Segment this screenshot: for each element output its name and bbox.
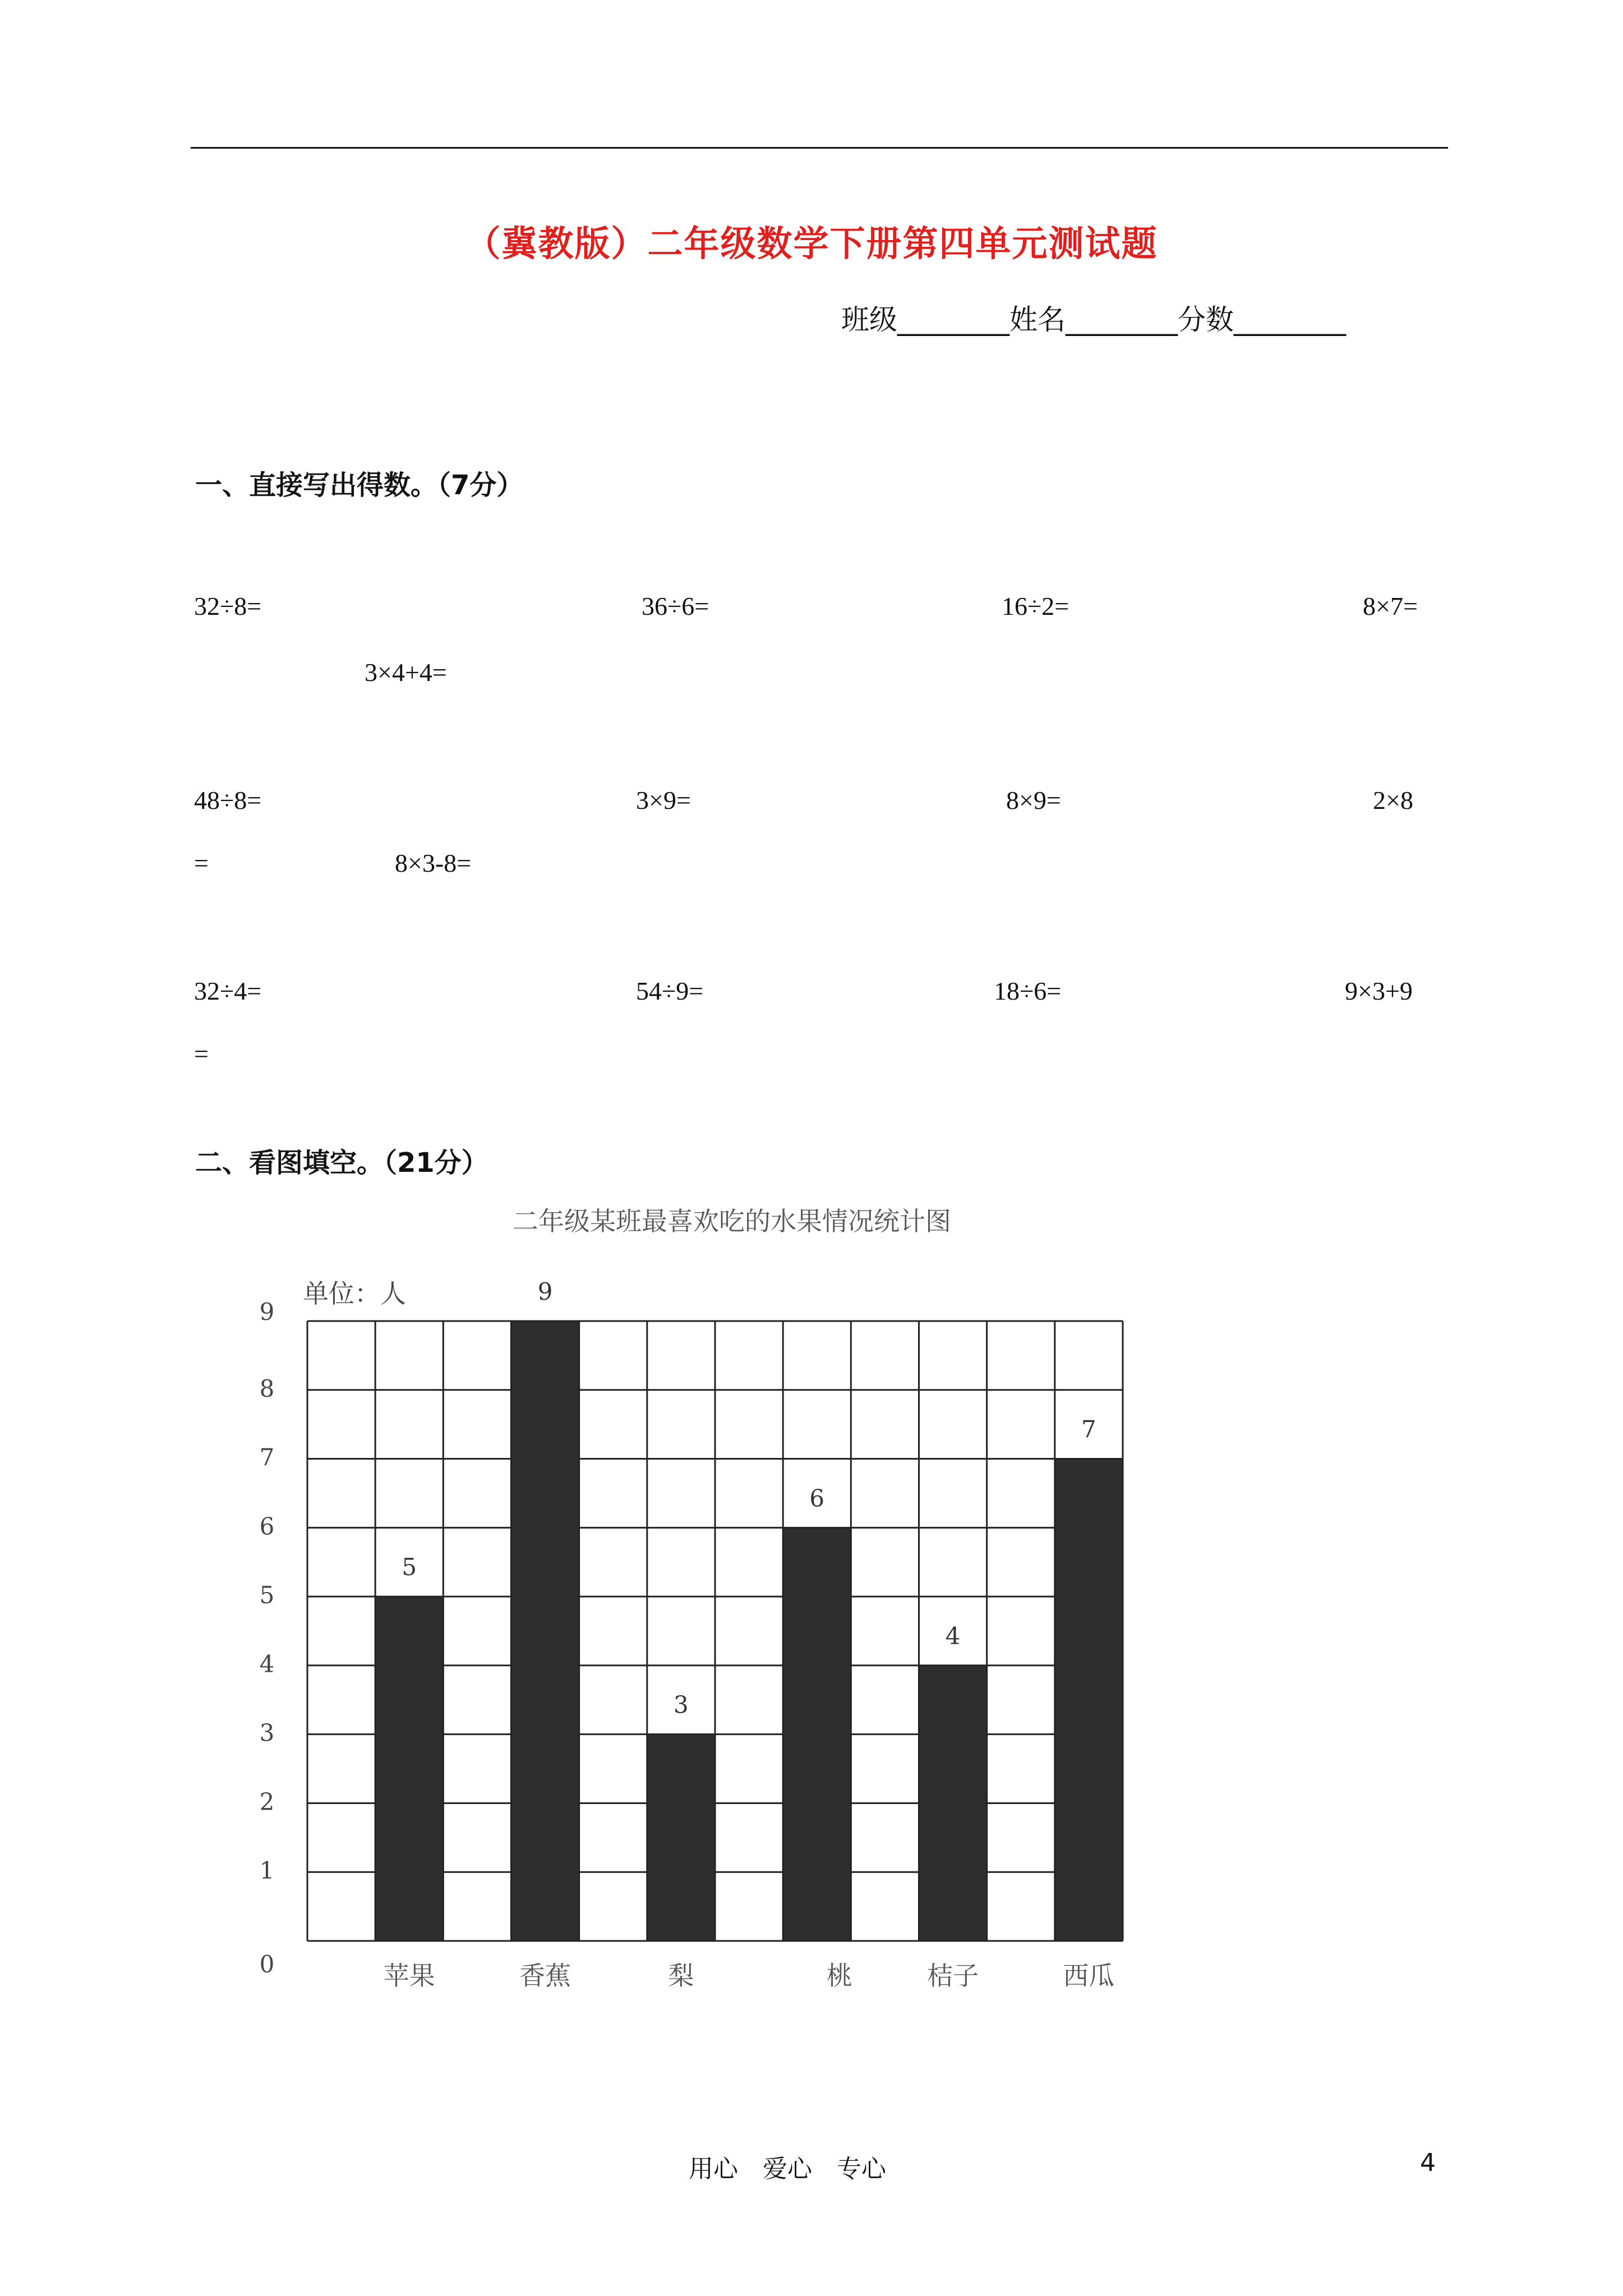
problem: 54÷9= [636,977,704,1005]
page-title: （冀教版）二年级数学下册第四单元测试题 [465,223,1158,264]
chart-unit-label: 单位：人 [303,1278,406,1309]
y-tick-label: 1 [259,1857,275,1885]
problem-continuation: = [194,849,209,877]
bar-value-label: 3 [674,1691,689,1719]
problem: 8×3-8= [395,849,472,877]
chart-bar [1055,1459,1123,1941]
problem: 36÷6= [642,592,709,620]
footer-motto: 用心 爱心 专心 [689,2155,886,2183]
y-tick-label: 3 [259,1719,275,1747]
problem: 32÷8= [194,592,262,620]
y-tick-label: 9 [259,1298,275,1326]
chart-bar [783,1527,851,1941]
problem: 2×8 [1373,786,1413,815]
problem-continuation: = [194,1039,209,1068]
problem: 32÷4= [194,977,262,1005]
x-tick-label: 梨 [668,1961,694,1991]
bar-value-label: 9 [537,1278,553,1305]
chart-bar-shade [784,1529,850,1940]
chart-bar [647,1734,715,1941]
problem: 8×9= [1006,786,1061,815]
problem: 18÷6= [994,977,1062,1005]
x-tick-label: 苹果 [383,1961,435,1991]
problem: 8×7= [1363,592,1418,620]
student-info-line: 班级________姓名________分数________ [841,303,1346,336]
chart-bar [375,1596,443,1941]
x-tick-label: 西瓜 [1063,1961,1115,1991]
chart-bar-shade [513,1322,578,1940]
problem: 3×4+4= [365,658,447,687]
section-2-heading: 二、看图填空。（21分） [195,1147,488,1179]
y-tick-label: 6 [259,1512,275,1540]
header-rule [191,147,1448,149]
chart-bar-shade [920,1667,986,1940]
section-1-heading: 一、直接写出得数。（7分） [195,470,524,501]
bar-value-label: 4 [945,1622,961,1650]
bar-value-label: 5 [402,1553,417,1581]
y-tick-label: 0 [259,1950,275,1978]
chart-bar-shade [1056,1460,1122,1940]
x-tick-label: 香蕉 [519,1961,571,1991]
chart-bar [919,1665,987,1941]
bar-value-label: 7 [1081,1415,1096,1443]
y-tick-label: 2 [259,1788,275,1816]
chart-bar-shade [648,1736,714,1940]
y-tick-label: 4 [259,1650,275,1678]
problem: 9×3+9 [1345,977,1413,1005]
problem: 3×9= [636,786,691,815]
problem: 16÷2= [1002,592,1069,620]
page-number: 4 [1420,2148,1436,2177]
x-tick-label: 桔子 [927,1961,979,1991]
y-tick-label: 7 [259,1443,275,1471]
problem: 48÷8= [194,786,262,815]
y-tick-label: 5 [259,1581,275,1609]
chart-bar-shade [376,1598,442,1940]
x-tick-label: 桃 [826,1961,852,1991]
bar-value-label: 6 [809,1484,825,1512]
chart-title: 二年级某班最喜欢吃的水果情况统计图 [513,1206,951,1236]
y-tick-label: 8 [259,1374,275,1402]
chart-bar [511,1321,579,1941]
